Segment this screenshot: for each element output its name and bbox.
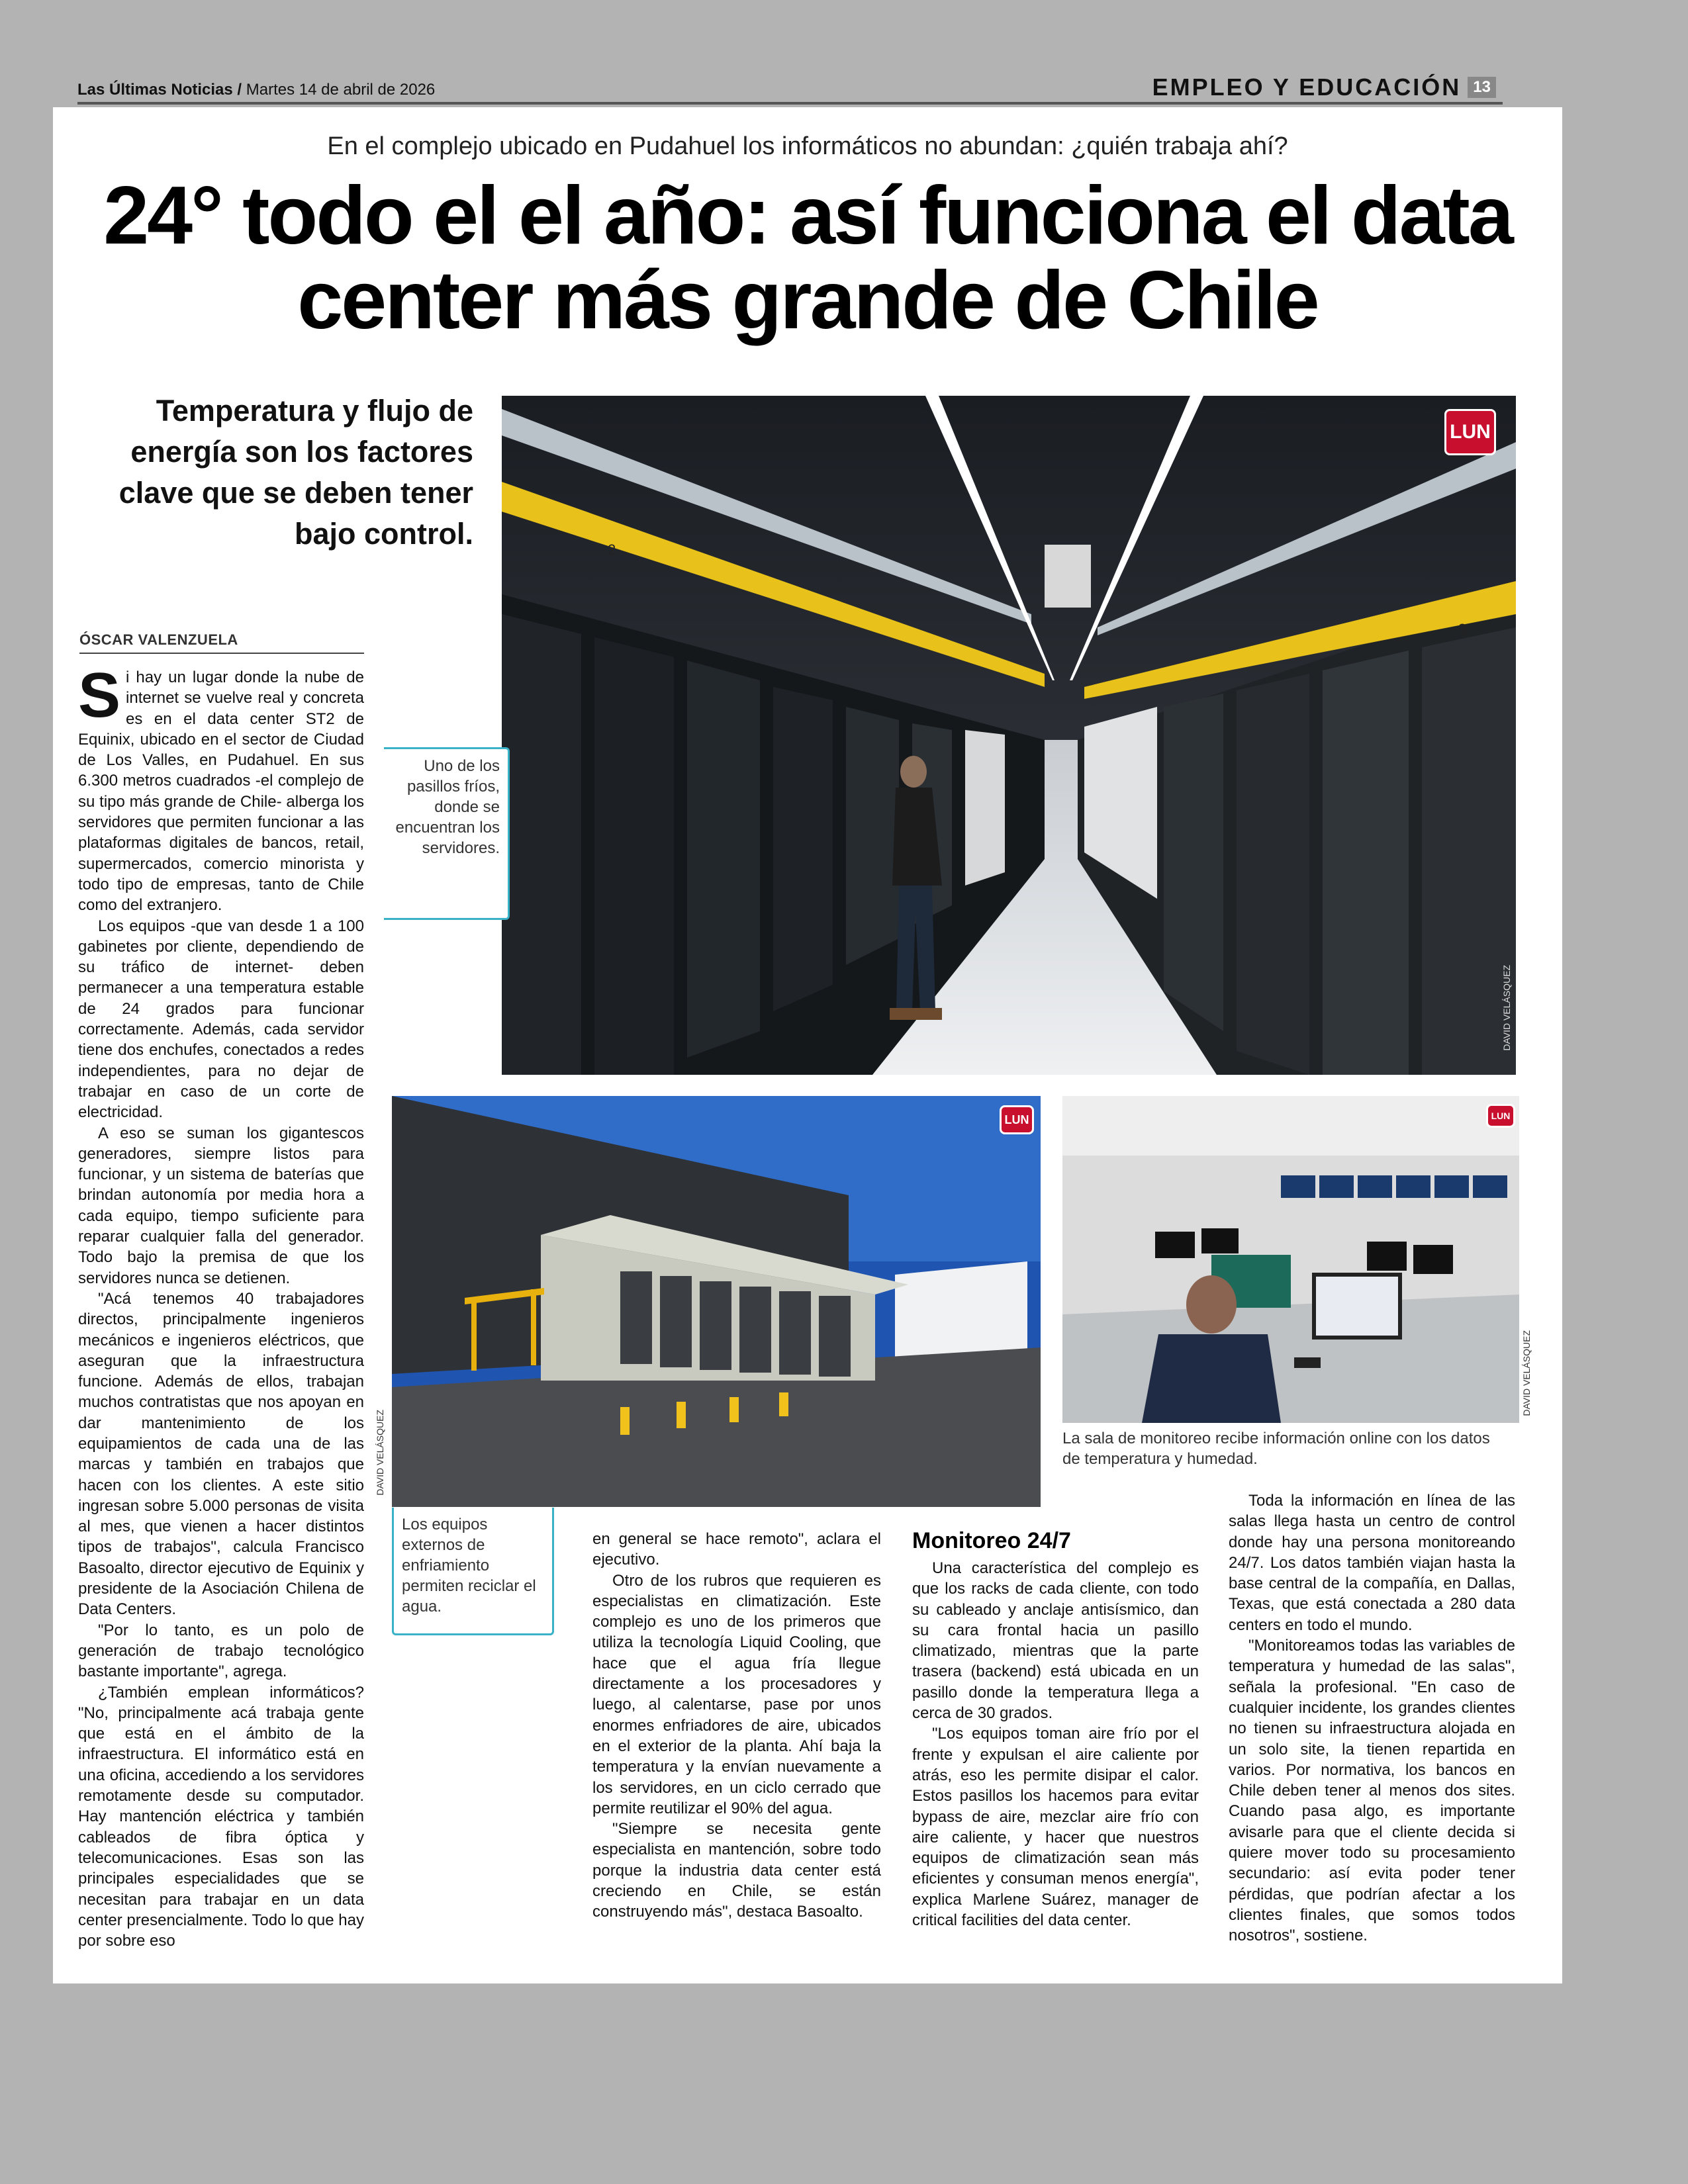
photo-credit: DAVID VELÁSQUEZ (375, 1410, 385, 1496)
main-photo-caption: Uno de los pasillos fríos, donde se encuentran los servidores. (384, 747, 510, 920)
paragraph: "Los equipos toman aire frío por el frente y expulsan el aire caliente por atrás, eso les permite disipar el calor. Estos pasillos los hacemos para evitar bypass de aire, mezclar aire frío con aire caliente, y hacer que nuestros equipos de climatización sean más eficientes y consuman menos energía", explica Marlene Suárez, manager de critical facilities del data center. (912, 1725, 1199, 1930)
headline-line-1: 24° todo el el año: así funciona el data (103, 170, 1512, 261)
byline: ÓSCAR VALENZUELA (79, 631, 364, 654)
paragraph: "Siempre se necesita gente especialista en mantención, sobre todo porque la industria data center está creciendo en Chile, se están construyendo más", destaca Basoalto. (592, 1820, 881, 1921)
header-rule (77, 102, 1503, 105)
photo-credit: DAVID VELÁSQUEZ (1521, 1330, 1532, 1416)
paragraph: Una característica del complejo es que los racks de cada cliente, con todo su cableado y anclaje antisísmico, dan su cara frontal hacia un pasillo climatizado, mientras que la parte trasera (backend) está ubicada en un pasillo donde la temperatura llega a cerca de 30 grados. (912, 1559, 1199, 1723)
page-number: 13 (1468, 77, 1496, 98)
paragraph: Toda la información en línea de las salas llega hasta un centro de control donde hay una persona monitoreando 24/7. Los datos también viajan hasta la base central de la compañía, en Dallas, Texas, que está conectada a 280 data centers en todo el mundo. (1229, 1492, 1515, 1634)
paragraph: A eso se suman los gigantescos generadores, siempre listos para funcionar, y un sistema de baterías que brindan autonomía por media hora a cada equipo, tiempo suficiente para reparar cualquier falla del generador. Todo bajo la premisa de que los servidores nunca se detienen. (78, 1124, 364, 1287)
aisle-label-left: 2 (608, 541, 616, 558)
paragraph: en general se hace remoto", aclara el ejecutivo. (592, 1530, 881, 1569)
server-aisle-illustration (502, 396, 1516, 1075)
subhead: Monitoreo 24/7 (912, 1528, 1071, 1553)
deck: Temperatura y flujo de energía son los factores clave que se deben tener bajo control. (118, 394, 473, 551)
masthead: Las Últimas Noticias / Martes 14 de abril de 2026 (77, 81, 436, 99)
kicker: En el complejo ubicado en Pudahuel los informáticos no abundan: ¿quién trabaja ahí? (327, 132, 1288, 160)
paragraph: "Por lo tanto, es un polo de generación de trabajo tecnológico bastante importante", agrega. (78, 1621, 364, 1681)
control-room-illustration (1062, 1096, 1519, 1423)
paragraph: Otro de los rubros que requieren es especialistas en climatización. Este complejo es uno de los primeros que utiliza la tecnología Liquid Cooling, que hace que el agua fría llegue directamente a los procesadores y luego, al calentarse, pase por unos enormes enfriadores de aire, ubicados en el exterior de la planta. Ahí baja la temperatura y la envían nuevamente a los servidores, en un ciclo cerrado que permite reutilizar el 90% del agua. (592, 1571, 881, 1817)
lun-logo: LUN (1486, 1104, 1515, 1128)
issue-date: Martes 14 de abril de 2026 (246, 81, 436, 99)
section-name: EMPLEO Y EDUCACIÓN (1152, 73, 1462, 101)
aisle-label-right: 3 (1458, 621, 1467, 637)
paragraph: "Acá tenemos 40 trabajadores directos, principalmente ingenieros mecánicos e ingenieros eléctricos, que aseguran que la infraestructura funcione. Además de ellos, trabajan muchos contratistas que nos apoyan en dar mantenimiento de los equipamientos de cada una de las marcas y también en trabajos que hacen con los clientes. A este sitio ingresan sobre 5.000 personas de visita al mes, que vienen a hacer distintos tipos de trabajos", calcula Francisco Basoalto, director ejecutivo de Equinix y presidente de la Asociación Chilena de Data Centers. (78, 1289, 364, 1619)
drop-cap: S (78, 660, 121, 731)
photo-credit: DAVID VELÁSQUEZ (1501, 965, 1512, 1051)
paragraph: ¿También emplean informáticos? "No, principalmente acá trabaja gente que está en el ámbito de la infraestructura. El informático está en una oficina, accediendo a los servidores remotamente desde su computador. Hay mantención eléctrica y también cableados de fibra óptica y telecomunicaciones. Esas son las principales especialidades que se necesitan para trabajar en un data center presencialmente. Todo lo que hay por sobre eso (78, 1683, 364, 1950)
article-column-1 (78, 660, 364, 1951)
paragraph: Si hay un lugar donde la nube de internet se vuelve real y concreta es en el data center ST2 de Equinix, ubicado en el sector de Ciudad de Los Valles, en Pudahuel. En sus 6.300 metros cuadrados -el complejo de su tipo más grande de Chile- alberga los servidores que permiten funcionar a las plataformas digitales de bancos, retail, supermercados, comercio minorista y todo tipo de empresas, tanto de Chile como del extranjero. (78, 660, 364, 915)
paper-name: Las Últimas Noticias (77, 81, 233, 99)
control-room-photo (1062, 1096, 1519, 1423)
chillers-caption: Los equipos externos de enfriamiento permiten reciclar el agua. (392, 1508, 554, 1635)
article-column-2 (592, 1529, 881, 1923)
headline (73, 170, 1542, 346)
article-column-4 (1229, 1490, 1515, 1946)
headline-line-2: center más grande de Chile (297, 255, 1318, 346)
paragraph: "Monitoreamos todas las variables de temperatura y humedad de las salas", señala la profesional. "En caso de cualquier incidente, los grandes clientes no tienen su infraestructura alojada en un solo site, la tienen repartida en varios. Por normativa, los bancos en Chile deben tener al menos dos sites. Cuando pasa algo, es importante avisarle para que el cliente decida si quiere mover todo su procesamiento secundario: así evita poder tener pérdidas, que podrían afectar a los clientes finales, que somos todos nosotros", sostiene. (1229, 1637, 1515, 1945)
chillers-photo (392, 1096, 1041, 1507)
paragraph: Los equipos -que van desde 1 a 100 gabinetes por cliente, dependiendo de su tráfico de internet- deben permanecer a una temperatura estable de 24 grados para funcionar correctamente. Además, cada servidor tiene dos enchufes, conectados a redes independientes, para no dejar de trabajar en caso de un corte de electricidad. (78, 917, 364, 1122)
section-header (1152, 74, 1496, 101)
control-room-caption: La sala de monitoreo recibe información online con los datos de temperatura y humedad. (1062, 1430, 1490, 1468)
article-column-3 (912, 1526, 1199, 1931)
lun-logo: LUN (1000, 1105, 1034, 1134)
chillers-illustration (392, 1096, 1041, 1507)
server-aisle-photo (502, 396, 1516, 1075)
lun-logo: LUN (1444, 409, 1496, 455)
